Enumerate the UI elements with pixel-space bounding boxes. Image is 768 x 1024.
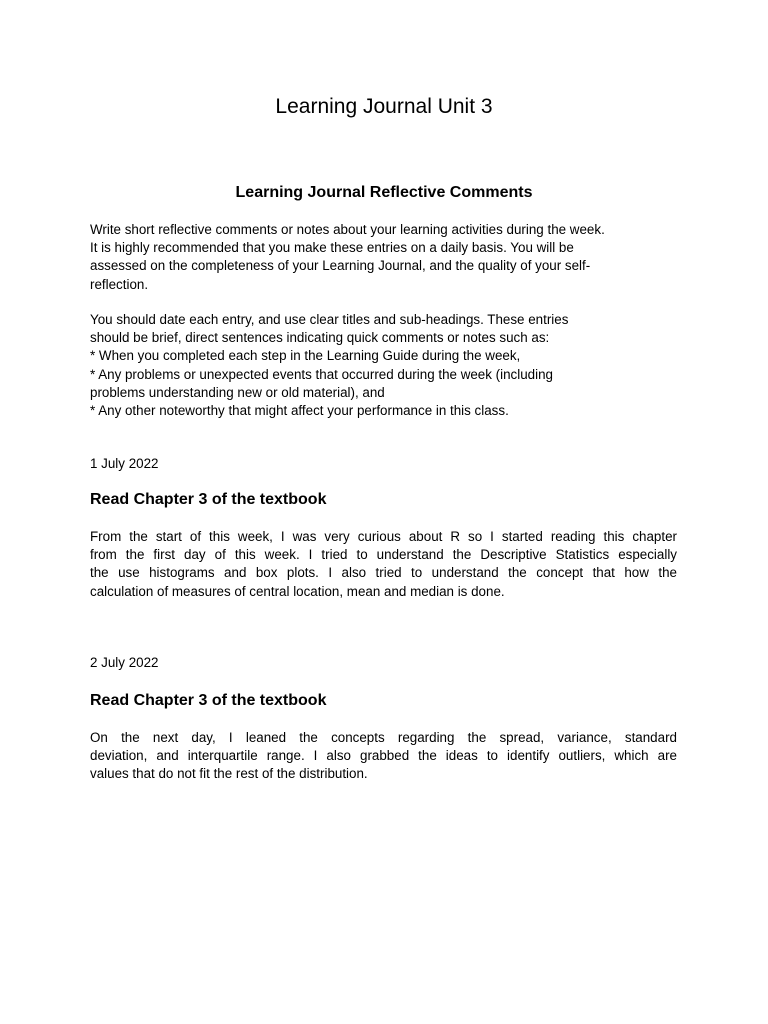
entry-line: values that do not fit the rest of the distribution. [90,766,368,782]
intro-line: reflection. [90,276,149,292]
section-heading: Learning Journal Reflective Comments [235,184,533,201]
entry-line: calculation of measures of central location, mean and median is done. [90,583,505,599]
entry-date: 1 July 2022 [90,456,159,471]
instructions-line: should be brief, direct sentences indicating quick comments or notes such as: [90,330,550,346]
intro-line: assessed on the completeness of your Learning Journal, and the quality of your self- [90,258,591,274]
entry-body [90,528,677,601]
entry-line: from the first day of this week. I tried to understand the Descriptive Statistics especially [90,547,677,563]
entry-line: On the next day, I leaned the concepts regarding the spread, variance, standard [90,730,677,745]
entry-line: the use histograms and box plots. I also tried to understand the concept that how the [90,565,677,581]
document-title: Learning Journal Unit 3 [275,95,493,118]
instructions-bullet: * When you completed each step in the Learning Guide during the week, [90,348,521,364]
intro-line: It is highly recommended that you make these entries on a daily basis. You will be [90,240,574,256]
instructions-line: You should date each entry, and use clear titles and sub-headings. These entries [90,312,569,327]
intro-line: Write short reflective comments or notes about your learning activities during the week. [90,222,605,237]
instructions-line: problems understanding new or old material), and [90,384,385,400]
instructions-paragraph [90,311,677,420]
entry-line: deviation, and interquartile range. I also grabbed the ideas to identify outliers, which are [90,748,677,764]
entry-line: From the start of this week, I was very curious about R so I started reading this chapter [90,529,677,544]
instructions-bullet: * Any problems or unexpected events that occurred during the week (including [90,366,553,382]
entry-heading: Read Chapter 3 of the textbook [90,491,327,508]
entry-body [90,729,677,784]
intro-paragraph [90,221,677,294]
entry-heading: Read Chapter 3 of the textbook [90,692,327,709]
instructions-bullet: * Any other noteworthy that might affect your performance in this class. [90,403,509,419]
entry-date: 2 July 2022 [90,655,159,670]
